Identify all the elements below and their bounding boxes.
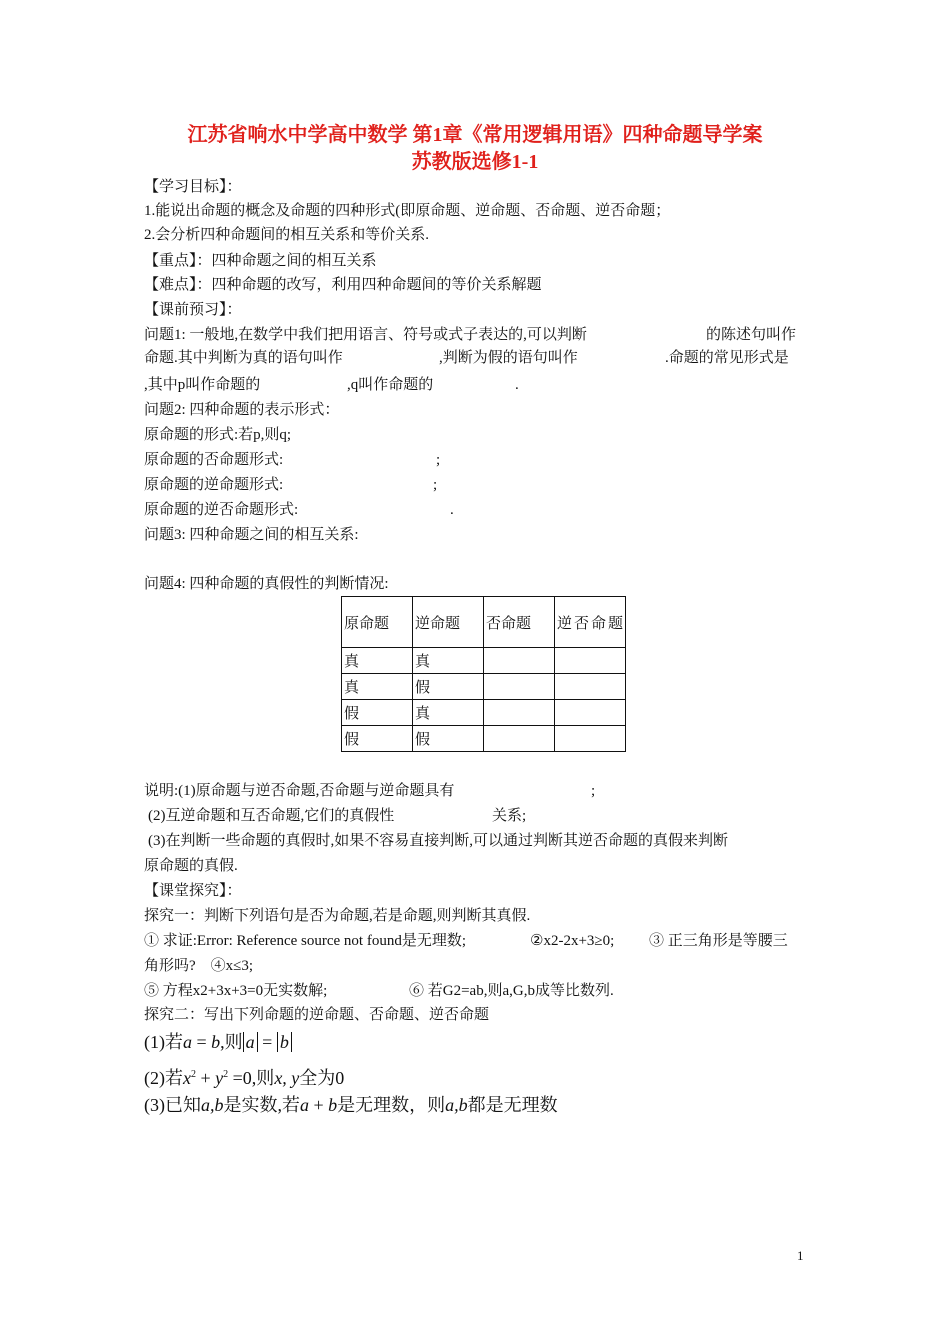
exponent: 2 — [191, 1069, 196, 1080]
table-cell — [484, 726, 555, 752]
q1-line-2-c: .命题的常见形式是 — [665, 350, 789, 366]
proposition-3-mid-1: 是实数,若 — [223, 1095, 300, 1115]
var-b: b — [211, 1032, 221, 1052]
table-header-cell: 否命题 — [484, 597, 555, 648]
q1-line-1-b: 的陈述句叫作 — [706, 327, 797, 343]
preview-heading: 【课前预习】： — [144, 302, 242, 318]
key-point: 【重点】：四种命题之间的相互关系 — [144, 253, 377, 269]
table-header-cell: 逆否命题 — [555, 597, 626, 648]
title-line-2: 苏教版选修1-1 — [411, 151, 539, 173]
q3: 问题3: 四种命题之间的相互关系: — [144, 527, 359, 543]
table-header-cell: 逆命题 — [413, 597, 484, 648]
table-cell — [555, 674, 626, 700]
abs-b — [277, 1032, 292, 1052]
table-cell: 真 — [342, 648, 413, 674]
var-a: a — [300, 1095, 309, 1115]
var-b: b — [328, 1095, 338, 1115]
q1-line-3-c: . — [515, 377, 519, 393]
explore-1-item-5: ⑤ 方程x2+3x+3=0无实数解; — [144, 983, 328, 999]
vars-a-b: a,b — [201, 1095, 224, 1115]
q1-line-3-a: ,其中p叫作命题的 — [144, 377, 261, 393]
proposition-3 — [144, 1093, 558, 1117]
explore-1-heading: 探究一：判断下列语句是否为命题,若是命题,则判断其真假. — [144, 908, 531, 924]
q1-line-1 — [144, 324, 587, 346]
explore-1-item-3: ③ 正三角形是等腰三 — [649, 933, 788, 949]
proposition-2-end: 全为0 — [299, 1068, 345, 1088]
q2-negation-end: ; — [436, 452, 441, 468]
q1-line-2-a: 命题.其中判断为真的语句叫作 — [144, 350, 343, 366]
table-cell — [484, 648, 555, 674]
table-cell — [555, 700, 626, 726]
note-1-b: ; — [591, 783, 596, 799]
table-cell: 真 — [413, 700, 484, 726]
table-row — [342, 700, 626, 726]
q1-line-2-b: ,判断为假的语句叫作 — [439, 350, 578, 366]
q2-contrapositive: 原命题的逆否命题形式: — [144, 502, 299, 518]
title-line-1: 江苏省响水中学高中数学 第1章《常用逻辑用语》四种命题导学案 — [187, 124, 763, 146]
plus-sign: + — [309, 1095, 329, 1115]
table-cell — [555, 726, 626, 752]
plus-sign: + — [196, 1068, 216, 1088]
table-cell: 假 — [413, 726, 484, 752]
truth-table — [341, 596, 626, 752]
table-row — [342, 648, 626, 674]
var-a: a — [183, 1032, 192, 1052]
abs-a — [243, 1032, 258, 1052]
table-row — [342, 726, 626, 752]
q2-converse-end: ; — [433, 477, 438, 493]
goals-heading: 【学习目标】： — [144, 179, 242, 195]
table-cell: 假 — [342, 700, 413, 726]
table-header-row — [342, 597, 626, 648]
note-2-a: (2)互逆命题和互否命题,它们的真假性 — [148, 808, 395, 824]
explore-1-item-3-4: 角形吗? ④x≤3; — [144, 958, 254, 974]
goals-item-1: 1.能说出命题的概念及命题的四种形式(即原命题、逆命题、否命题、逆否命题； — [144, 203, 671, 219]
explore-1-item-1: ① 求证:Error: Reference source not found是无理数; — [144, 933, 466, 949]
equals-sign: = — [192, 1032, 212, 1052]
goals-item-2: 2.会分析四种命题间的相互关系和等价关系. — [144, 227, 430, 243]
table-cell — [555, 648, 626, 674]
explore-2-heading: 探究二：写出下列命题的逆命题、否命题、逆否命题 — [144, 1007, 490, 1023]
table-header-cell: 原命题 — [342, 597, 413, 648]
vars-a-b: a,b — [445, 1095, 468, 1115]
table-row — [342, 674, 626, 700]
var-y: y — [215, 1068, 224, 1088]
explore-1-item-2: ②x2-2x+3≥0; — [530, 933, 615, 949]
table-cell: 假 — [342, 726, 413, 752]
q1-line-1-a: 问题1: 一般地,在数学中我们把用语言、符号或式子表达的,可以判断 — [144, 327, 587, 343]
q2-heading: 问题2: 四种命题的表示形式： — [144, 402, 340, 418]
var-x: x — [183, 1068, 191, 1088]
q1-line-3-b: ,q叫作命题的 — [347, 377, 434, 393]
note-3-line-1: (3)在判断一些命题的真假时,如果不容易直接判断,可以通过判断其逆否命题的真假来判断 — [148, 833, 728, 849]
proposition-2 — [144, 1063, 344, 1090]
proposition-2-prefix: (2)若 — [144, 1068, 183, 1088]
var-a: a — [245, 1032, 255, 1052]
proposition-3-mid-2: 是无理数，则 — [337, 1095, 446, 1115]
vars-x-y: x, y — [274, 1068, 300, 1088]
note-3-line-2: 原命题的真假. — [144, 858, 238, 874]
proposition-1-then: ,则 — [220, 1032, 243, 1052]
table-cell — [484, 700, 555, 726]
q2-negation: 原命题的否命题形式: — [144, 452, 284, 468]
table-cell — [484, 674, 555, 700]
note-2-b: 关系; — [492, 808, 527, 824]
proposition-1 — [144, 1030, 292, 1054]
equals-sign: = — [257, 1032, 277, 1052]
proposition-2-rest: =0,则 — [228, 1068, 275, 1088]
note-1-a: 说明:(1)原命题与逆否命题,否命题与逆命题具有 — [144, 783, 455, 799]
table-cell: 真 — [413, 648, 484, 674]
q4: 问题4: 四种命题的真假性的判断情况: — [144, 576, 389, 592]
proposition-3-prefix: (3)已知 — [144, 1095, 201, 1115]
table-cell: 真 — [342, 674, 413, 700]
var-b: b — [279, 1032, 289, 1052]
q2-contrapositive-end: . — [450, 502, 454, 518]
proposition-1-prefix: (1)若 — [144, 1032, 183, 1052]
exponent: 2 — [223, 1069, 229, 1080]
explore-heading: 【课堂探究】： — [144, 883, 242, 899]
difficulty: 【难点】：四种命题的改写，利用四种命题间的等价关系解题 — [144, 277, 542, 293]
table-cell: 假 — [413, 674, 484, 700]
proposition-3-end: 都是无理数 — [467, 1095, 558, 1115]
q2-converse: 原命题的逆命题形式: — [144, 477, 284, 493]
q2-original: 原命题的形式:若p,则q; — [144, 427, 292, 443]
explore-1-item-6: ⑥ 若G2=ab,则a,G,b成等比数列. — [409, 983, 614, 999]
page-number: 1 — [797, 1248, 804, 1263]
